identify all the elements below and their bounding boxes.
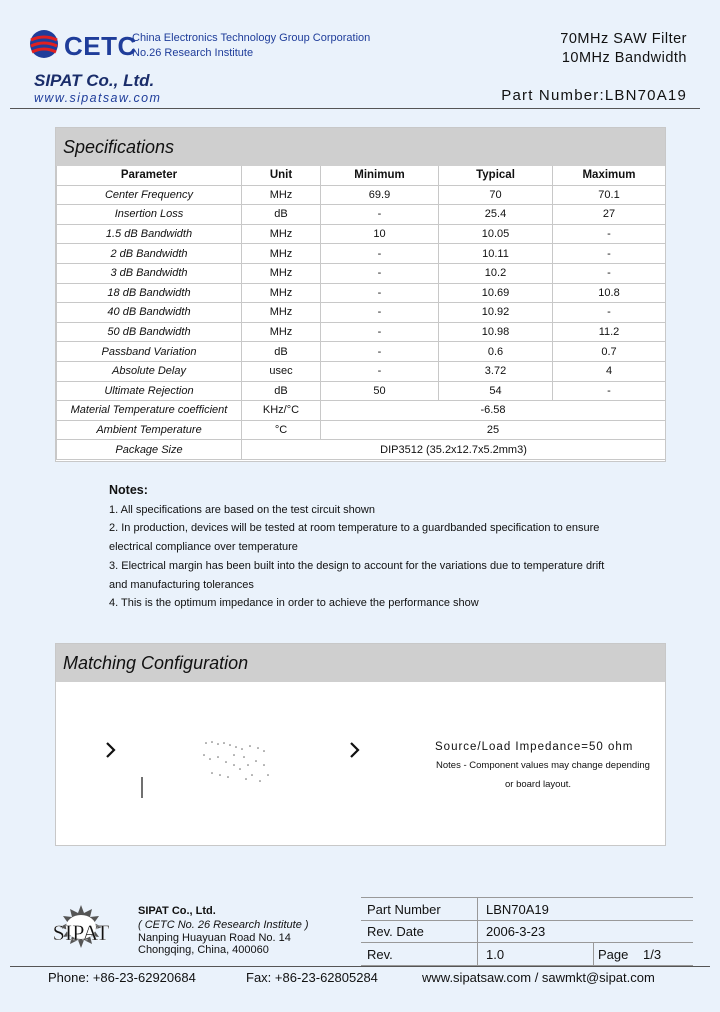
unit-cell: MHz xyxy=(242,224,321,244)
header-divider xyxy=(10,108,700,109)
maximum-cell: - xyxy=(553,381,666,401)
typical-cell: 10.98 xyxy=(439,322,553,342)
page-number: 1/3 xyxy=(643,947,662,962)
typical-cell: 10.2 xyxy=(439,263,553,283)
parameter-cell: Insertion Loss xyxy=(57,205,242,225)
minimum-cell: - xyxy=(321,263,439,283)
note-line: 1. All specifications are based on the test circuit shown xyxy=(109,503,375,516)
typical-cell: 70 xyxy=(439,185,553,205)
parameter-cell: 50 dB Bandwidth xyxy=(57,322,242,342)
parameter-cell: Package Size xyxy=(57,440,242,460)
typical-cell: 0.6 xyxy=(439,342,553,362)
typical-cell: 10.69 xyxy=(439,283,553,303)
maximum-cell: 4 xyxy=(553,361,666,381)
parameter-cell: Absolute Delay xyxy=(57,361,242,381)
notes-section xyxy=(109,481,629,613)
minimum-cell: - xyxy=(321,322,439,342)
unit-cell: MHz xyxy=(242,283,321,303)
value-cell: 25 xyxy=(321,420,666,440)
website-link[interactable]: www.sipatsaw.com xyxy=(34,91,162,105)
info-value: 2006-3-23 xyxy=(486,924,546,939)
parameter-cell: Ultimate Rejection xyxy=(57,381,242,401)
maximum-cell: 0.7 xyxy=(553,342,666,362)
parameter-cell: 18 dB Bandwidth xyxy=(57,283,242,303)
parameter-cell: Passband Variation xyxy=(57,342,242,362)
sipat-seal-logo xyxy=(35,903,127,958)
unit-cell: °C xyxy=(242,420,321,440)
source-load-impedance: Source/Load Impedance=50 ohm xyxy=(435,741,634,753)
org-line-2: No.26 Research Institute xyxy=(132,47,254,59)
matching-circuit-diagram xyxy=(100,735,370,805)
table-row xyxy=(57,303,666,323)
company-name: SIPAT Co., Ltd. xyxy=(34,71,155,90)
maximum-cell: - xyxy=(553,263,666,283)
maximum-cell: 27 xyxy=(553,205,666,225)
note-line: and manufacturing tolerances xyxy=(109,578,254,591)
cetc-logo-icon xyxy=(28,28,60,60)
maximum-cell: - xyxy=(553,244,666,264)
table-row xyxy=(57,342,666,362)
parameter-cell: 1.5 dB Bandwidth xyxy=(57,224,242,244)
specifications-table xyxy=(56,166,666,460)
table-row xyxy=(57,224,666,244)
minimum-cell: 10 xyxy=(321,224,439,244)
info-row-part-number xyxy=(361,897,693,921)
info-row-rev-date xyxy=(361,920,693,943)
table-row xyxy=(57,420,666,440)
maximum-cell: - xyxy=(553,224,666,244)
part-number-heading: Part Number:LBN70A19 xyxy=(501,87,687,104)
info-label: Rev. xyxy=(367,947,393,962)
typical-cell: 25.4 xyxy=(439,205,553,225)
product-subtitle: 10MHz Bandwidth xyxy=(561,50,687,66)
typical-cell: 54 xyxy=(439,381,553,401)
minimum-cell: - xyxy=(321,283,439,303)
minimum-cell: - xyxy=(321,244,439,264)
minimum-cell: - xyxy=(321,342,439,362)
note-line: 2. In production, devices will be tested at room temperature to a guardbanded specification to ensure xyxy=(109,522,600,535)
info-row-rev xyxy=(361,943,693,966)
footer-divider xyxy=(10,966,710,967)
table-row xyxy=(57,283,666,303)
unit-cell: MHz xyxy=(242,185,321,205)
typical-cell: 3.72 xyxy=(439,361,553,381)
note-line: 3. Electrical margin has been built into the design to account for the variations due to temperature drift xyxy=(109,559,605,572)
seal-lettering: SIPAT xyxy=(52,920,110,945)
table-row xyxy=(57,440,666,460)
unit-cell: MHz xyxy=(242,303,321,323)
table-row xyxy=(57,263,666,283)
specifications-panel xyxy=(55,127,666,462)
matching-title: Matching Configuration xyxy=(56,644,665,682)
info-label: Rev. Date xyxy=(367,924,424,939)
footer-city: Chongqing, China, 400060 xyxy=(138,944,269,956)
minimum-cell: - xyxy=(321,205,439,225)
matching-note-line: or board layout. xyxy=(505,779,572,790)
table-header-row xyxy=(57,166,666,185)
brand-name: CETC xyxy=(64,31,137,61)
unit-cell: MHz xyxy=(242,244,321,264)
note-line: electrical compliance over temperature xyxy=(109,541,298,554)
unit-cell: MHz xyxy=(242,322,321,342)
unit-cell: dB xyxy=(242,205,321,225)
note-line: 4. This is the optimum impedance in order to achieve the performance show xyxy=(109,597,479,610)
unit-cell: dB xyxy=(242,342,321,362)
parameter-cell: 2 dB Bandwidth xyxy=(57,244,242,264)
minimum-cell: - xyxy=(321,361,439,381)
column-header: Parameter xyxy=(57,166,242,185)
table-row xyxy=(57,361,666,381)
info-value: LBN70A19 xyxy=(486,902,549,917)
minimum-cell: - xyxy=(321,303,439,323)
column-header: Minimum xyxy=(321,166,439,185)
matching-note-line: Notes - Component values may change depending xyxy=(436,760,650,771)
table-row xyxy=(57,185,666,205)
footer-web-email[interactable]: www.sipatsaw.com / sawmkt@sipat.com xyxy=(422,970,655,985)
unit-cell: dB xyxy=(242,381,321,401)
table-row xyxy=(57,205,666,225)
table-row xyxy=(57,322,666,342)
typical-cell: 10.92 xyxy=(439,303,553,323)
unit-cell: KHz/°C xyxy=(242,401,321,421)
page-label: Page xyxy=(598,947,629,962)
info-label: Part Number xyxy=(367,902,441,917)
footer-fax: Fax: +86-23-62805284 xyxy=(246,970,378,985)
org-line-1: China Electronics Technology Group Corporation xyxy=(132,32,371,44)
table-row xyxy=(57,381,666,401)
footer-phone: Phone: +86-23-62920684 xyxy=(48,970,196,985)
info-value: 1.0 xyxy=(486,947,505,962)
parameter-cell: 40 dB Bandwidth xyxy=(57,303,242,323)
value-cell: DIP3512 (35.2x12.7x5.2mm3) xyxy=(242,440,666,460)
column-header: Maximum xyxy=(553,166,666,185)
value-cell: -6.58 xyxy=(321,401,666,421)
column-header: Unit xyxy=(242,166,321,185)
typical-cell: 10.05 xyxy=(439,224,553,244)
maximum-cell: - xyxy=(553,303,666,323)
specifications-title: Specifications xyxy=(56,128,665,166)
typical-cell: 10.11 xyxy=(439,244,553,264)
maximum-cell: 70.1 xyxy=(553,185,666,205)
maximum-cell: 10.8 xyxy=(553,283,666,303)
parameter-cell: Ambient Temperature xyxy=(57,420,242,440)
product-title: 70MHz SAW Filter xyxy=(560,31,687,47)
unit-cell: MHz xyxy=(242,263,321,283)
maximum-cell: 11.2 xyxy=(553,322,666,342)
parameter-cell: Material Temperature coefficient xyxy=(57,401,242,421)
minimum-cell: 50 xyxy=(321,381,439,401)
table-row xyxy=(57,244,666,264)
column-header: Typical xyxy=(439,166,553,185)
minimum-cell: 69.9 xyxy=(321,185,439,205)
parameter-cell: 3 dB Bandwidth xyxy=(57,263,242,283)
footer-institute: ( CETC No. 26 Research Institute ) xyxy=(138,919,309,931)
unit-cell: usec xyxy=(242,361,321,381)
notes-title: Notes: xyxy=(109,483,148,497)
footer-company: SIPAT Co., Ltd. xyxy=(138,905,216,917)
table-row xyxy=(57,401,666,421)
parameter-cell: Center Frequency xyxy=(57,185,242,205)
footer-address: Nanping Huayuan Road No. 14 xyxy=(138,932,291,944)
